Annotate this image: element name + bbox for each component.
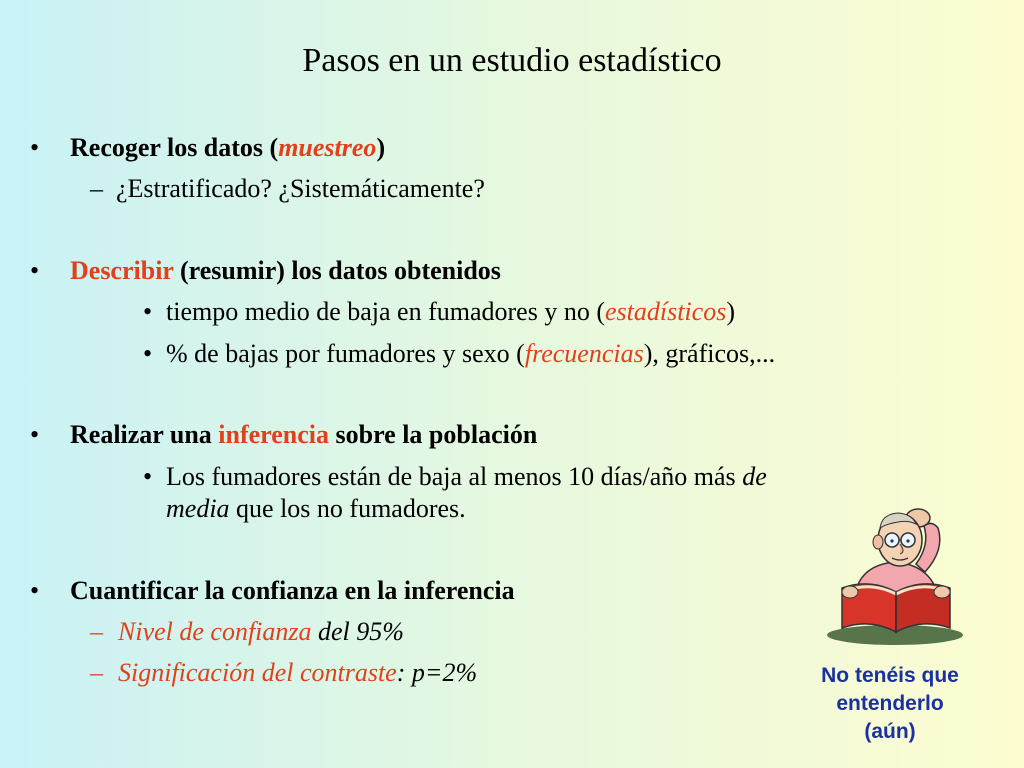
caption-line: entenderlo: [836, 692, 944, 715]
sub-tiempo-medio: [166, 297, 735, 327]
bullet-text: sobre la población: [329, 420, 538, 449]
sub-bullet-marker: •: [143, 462, 153, 491]
bullet-marker: •: [30, 420, 40, 449]
bullet-text: : p=2%: [396, 658, 478, 687]
bullet-cuantificar: Cuantificar la confianza en la inferencia: [70, 576, 515, 605]
emph-inferencia: inferencia: [218, 420, 330, 449]
bullet-text: ): [726, 297, 735, 326]
bullet-text: ), gráficos,...: [643, 339, 776, 368]
emph-significacion: Significación del contraste: [118, 658, 397, 687]
bullet-marker: •: [30, 133, 40, 162]
sub-estratificado: ¿Estratificado? ¿Sistemáticamente?: [116, 174, 485, 203]
caption: [790, 662, 990, 746]
dash-marker: –: [90, 617, 103, 646]
emph-media: media: [166, 494, 230, 523]
emph-describir: Describir: [70, 256, 174, 285]
emph-estadisticos: estadísticos: [604, 297, 727, 326]
bullet-text: del 95%: [311, 617, 404, 646]
bullet-realizar: [70, 420, 537, 450]
bullet-text: ): [376, 133, 386, 162]
dash-marker: –: [90, 658, 103, 687]
bullet-text: (resumir) los datos obtenidos: [173, 256, 501, 285]
sub-fumadores-line2: [166, 494, 466, 524]
sub-fumadores-line1: [166, 462, 767, 492]
bullet-text: que los no fumadores.: [229, 494, 466, 523]
emph-frecuencias: frecuencias: [524, 339, 644, 368]
bullet-text: % de bajas por fumadores y sexo (: [166, 339, 525, 368]
slide-title: Pasos en un estudio estadístico: [302, 42, 722, 79]
emph-de: de: [742, 462, 767, 491]
emph-muestreo: muestreo: [278, 133, 377, 162]
bullet-marker: •: [30, 576, 40, 605]
bullet-text: Realizar una: [70, 420, 219, 449]
sub-bullet-marker: •: [143, 339, 153, 368]
bullet-text: Los fumadores están de baja al menos 10 días/año más: [166, 462, 743, 491]
bullet-describir: [70, 256, 501, 286]
bullet-marker: •: [30, 256, 40, 285]
caption-line: No tenéis que: [821, 664, 959, 687]
emph-nivel-confianza: Nivel de confianza: [118, 617, 312, 646]
sub-nivel-confianza: [118, 617, 404, 647]
bullet-text: tiempo medio de baja en fumadores y no (: [166, 297, 605, 326]
caption-line: (aún): [864, 720, 916, 743]
bullet-text: Recoger los datos (: [70, 133, 279, 162]
reader-with-book-icon: [820, 500, 970, 650]
sub-bullet-marker: •: [143, 297, 153, 326]
bullet-recoger: [70, 133, 385, 163]
sub-porcentaje-bajas: [166, 339, 775, 369]
sub-significacion: [118, 658, 477, 688]
dash-marker: –: [90, 174, 103, 203]
